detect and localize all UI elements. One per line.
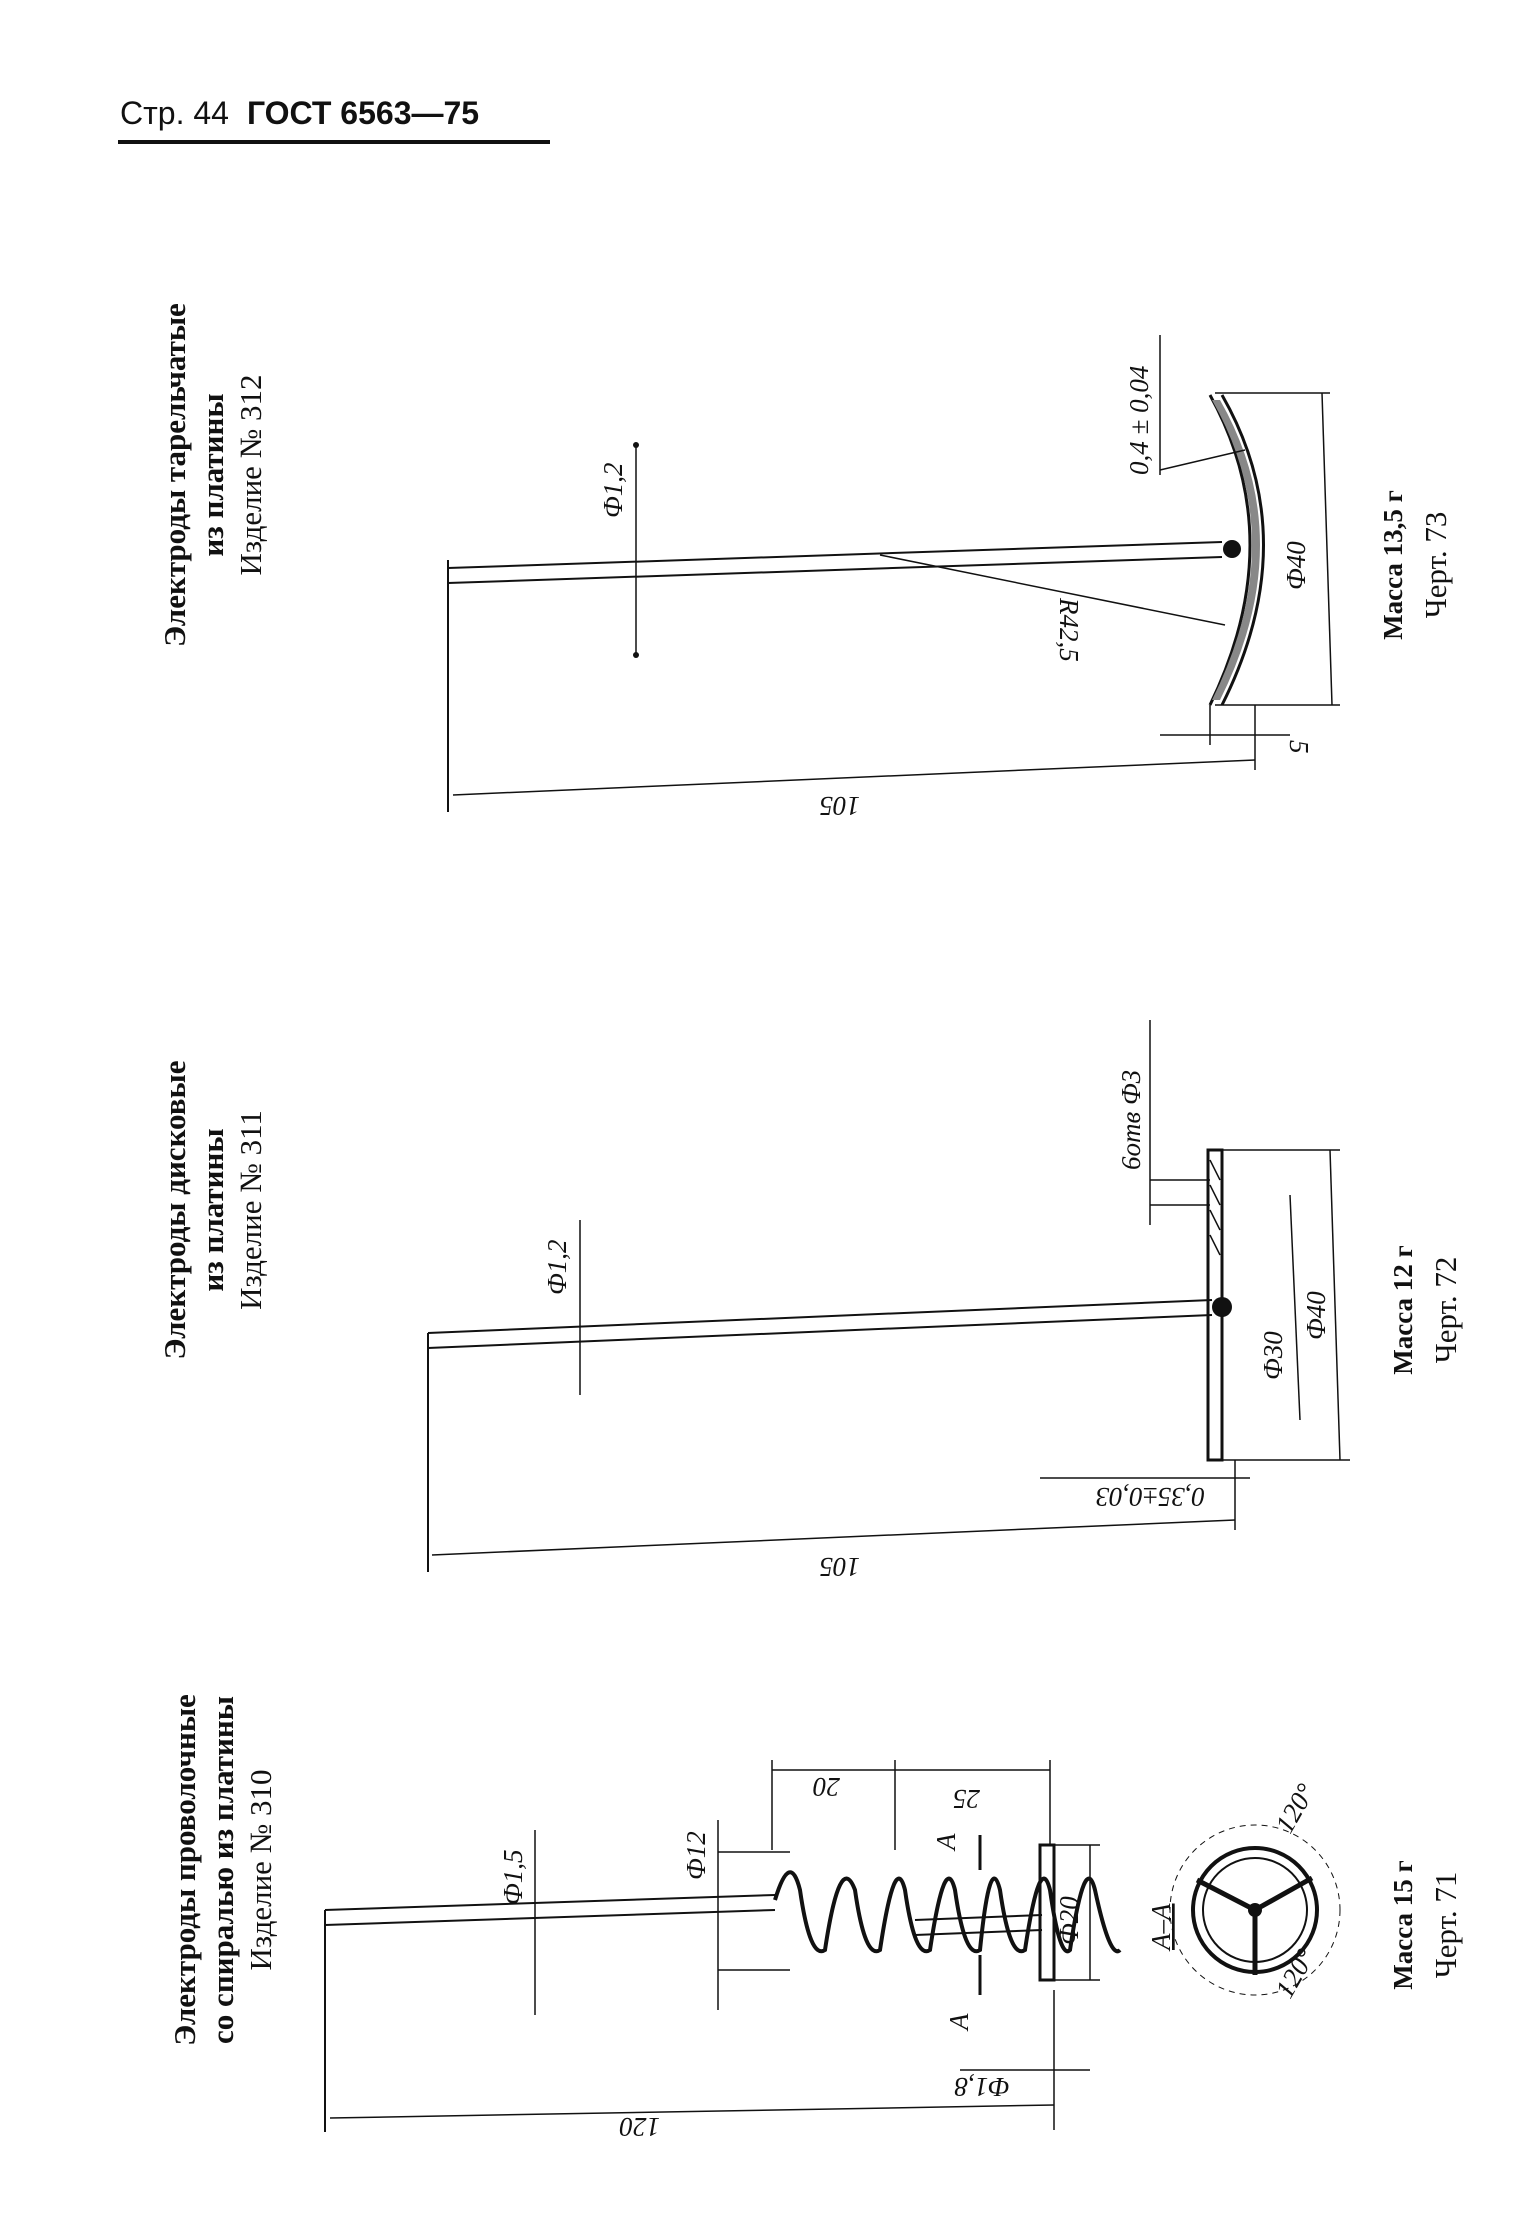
item-73: Изделие № 312: [233, 374, 268, 576]
mass-71: Масса 15 г: [1388, 1860, 1418, 1990]
title-73-line2: из платины: [195, 393, 230, 557]
item-71: Изделие № 310: [243, 1769, 278, 1971]
caption-72: [157, 1061, 268, 1360]
cut-a-top: А: [931, 1833, 961, 1850]
dim-72-length: 105: [819, 1552, 860, 1582]
title-71-line2: со спиралью из платины: [205, 1696, 240, 2044]
section-label: А–А: [1146, 1903, 1176, 1950]
dim-71-length: 120: [619, 2112, 660, 2142]
title-72-line1: Электроды дисковые: [157, 1060, 192, 1360]
title-71-line1: Электроды проволочные: [167, 1694, 202, 2046]
dim-72-inner: Ф30: [1258, 1331, 1288, 1380]
dim-72-wire: Ф1,2: [542, 1239, 572, 1295]
caption-71: [167, 1694, 278, 2046]
dim-73-wire: Ф1,2: [598, 462, 628, 518]
dim-73-radius: R42,5: [1054, 598, 1084, 662]
item-72: Изделие № 311: [233, 1110, 268, 1310]
figure-73: Черт. 73: [1418, 511, 1453, 619]
title-72-line2: из платины: [195, 1128, 230, 1292]
dim-71-base: Ф1,8: [954, 2072, 1010, 2102]
caption-73: [157, 303, 268, 647]
dim-71-gap: 25: [953, 1784, 980, 1814]
dim-73-thickness: 0,4 ± 0,04: [1124, 365, 1154, 475]
mass-72: Масса 12 г: [1388, 1245, 1418, 1375]
angle-1: 120°: [1269, 1778, 1321, 1838]
drawing-cherted-71: [167, 1694, 1463, 2142]
dim-72-thickness: 0,35±0,03: [1095, 1482, 1205, 1512]
drawing-cherted-73: [157, 303, 1453, 821]
mass-73: Масса 13,5 г: [1378, 490, 1408, 640]
figure-72: Черт. 72: [1428, 1256, 1463, 1364]
dim-71-coil: Ф12: [681, 1831, 711, 1880]
dim-71-wire: Ф1,5: [498, 1849, 528, 1905]
title-73-line1: Электроды тарельчатые: [157, 303, 192, 647]
dim-72-holes: 6отв Ф3: [1116, 1069, 1146, 1170]
standard-number: ГОСТ 6563—75: [246, 95, 480, 131]
dim-71-disc: Ф20: [1054, 1896, 1084, 1945]
drawing-cherted-72: [157, 1020, 1463, 1582]
dim-73-length: 105: [819, 791, 860, 821]
dim-71-coil-length: 20: [813, 1772, 840, 1802]
dim-73-diameter: Ф40: [1281, 541, 1311, 590]
angle-2: 120°: [1269, 1943, 1321, 2003]
cut-a-bottom: А: [944, 2013, 974, 2030]
page-number: Стр. 44: [120, 95, 229, 131]
dim-72-outer: Ф40: [1301, 1291, 1331, 1340]
dim-73-offset: 5: [1284, 740, 1314, 754]
figure-71: Черт. 71: [1428, 1871, 1463, 1979]
